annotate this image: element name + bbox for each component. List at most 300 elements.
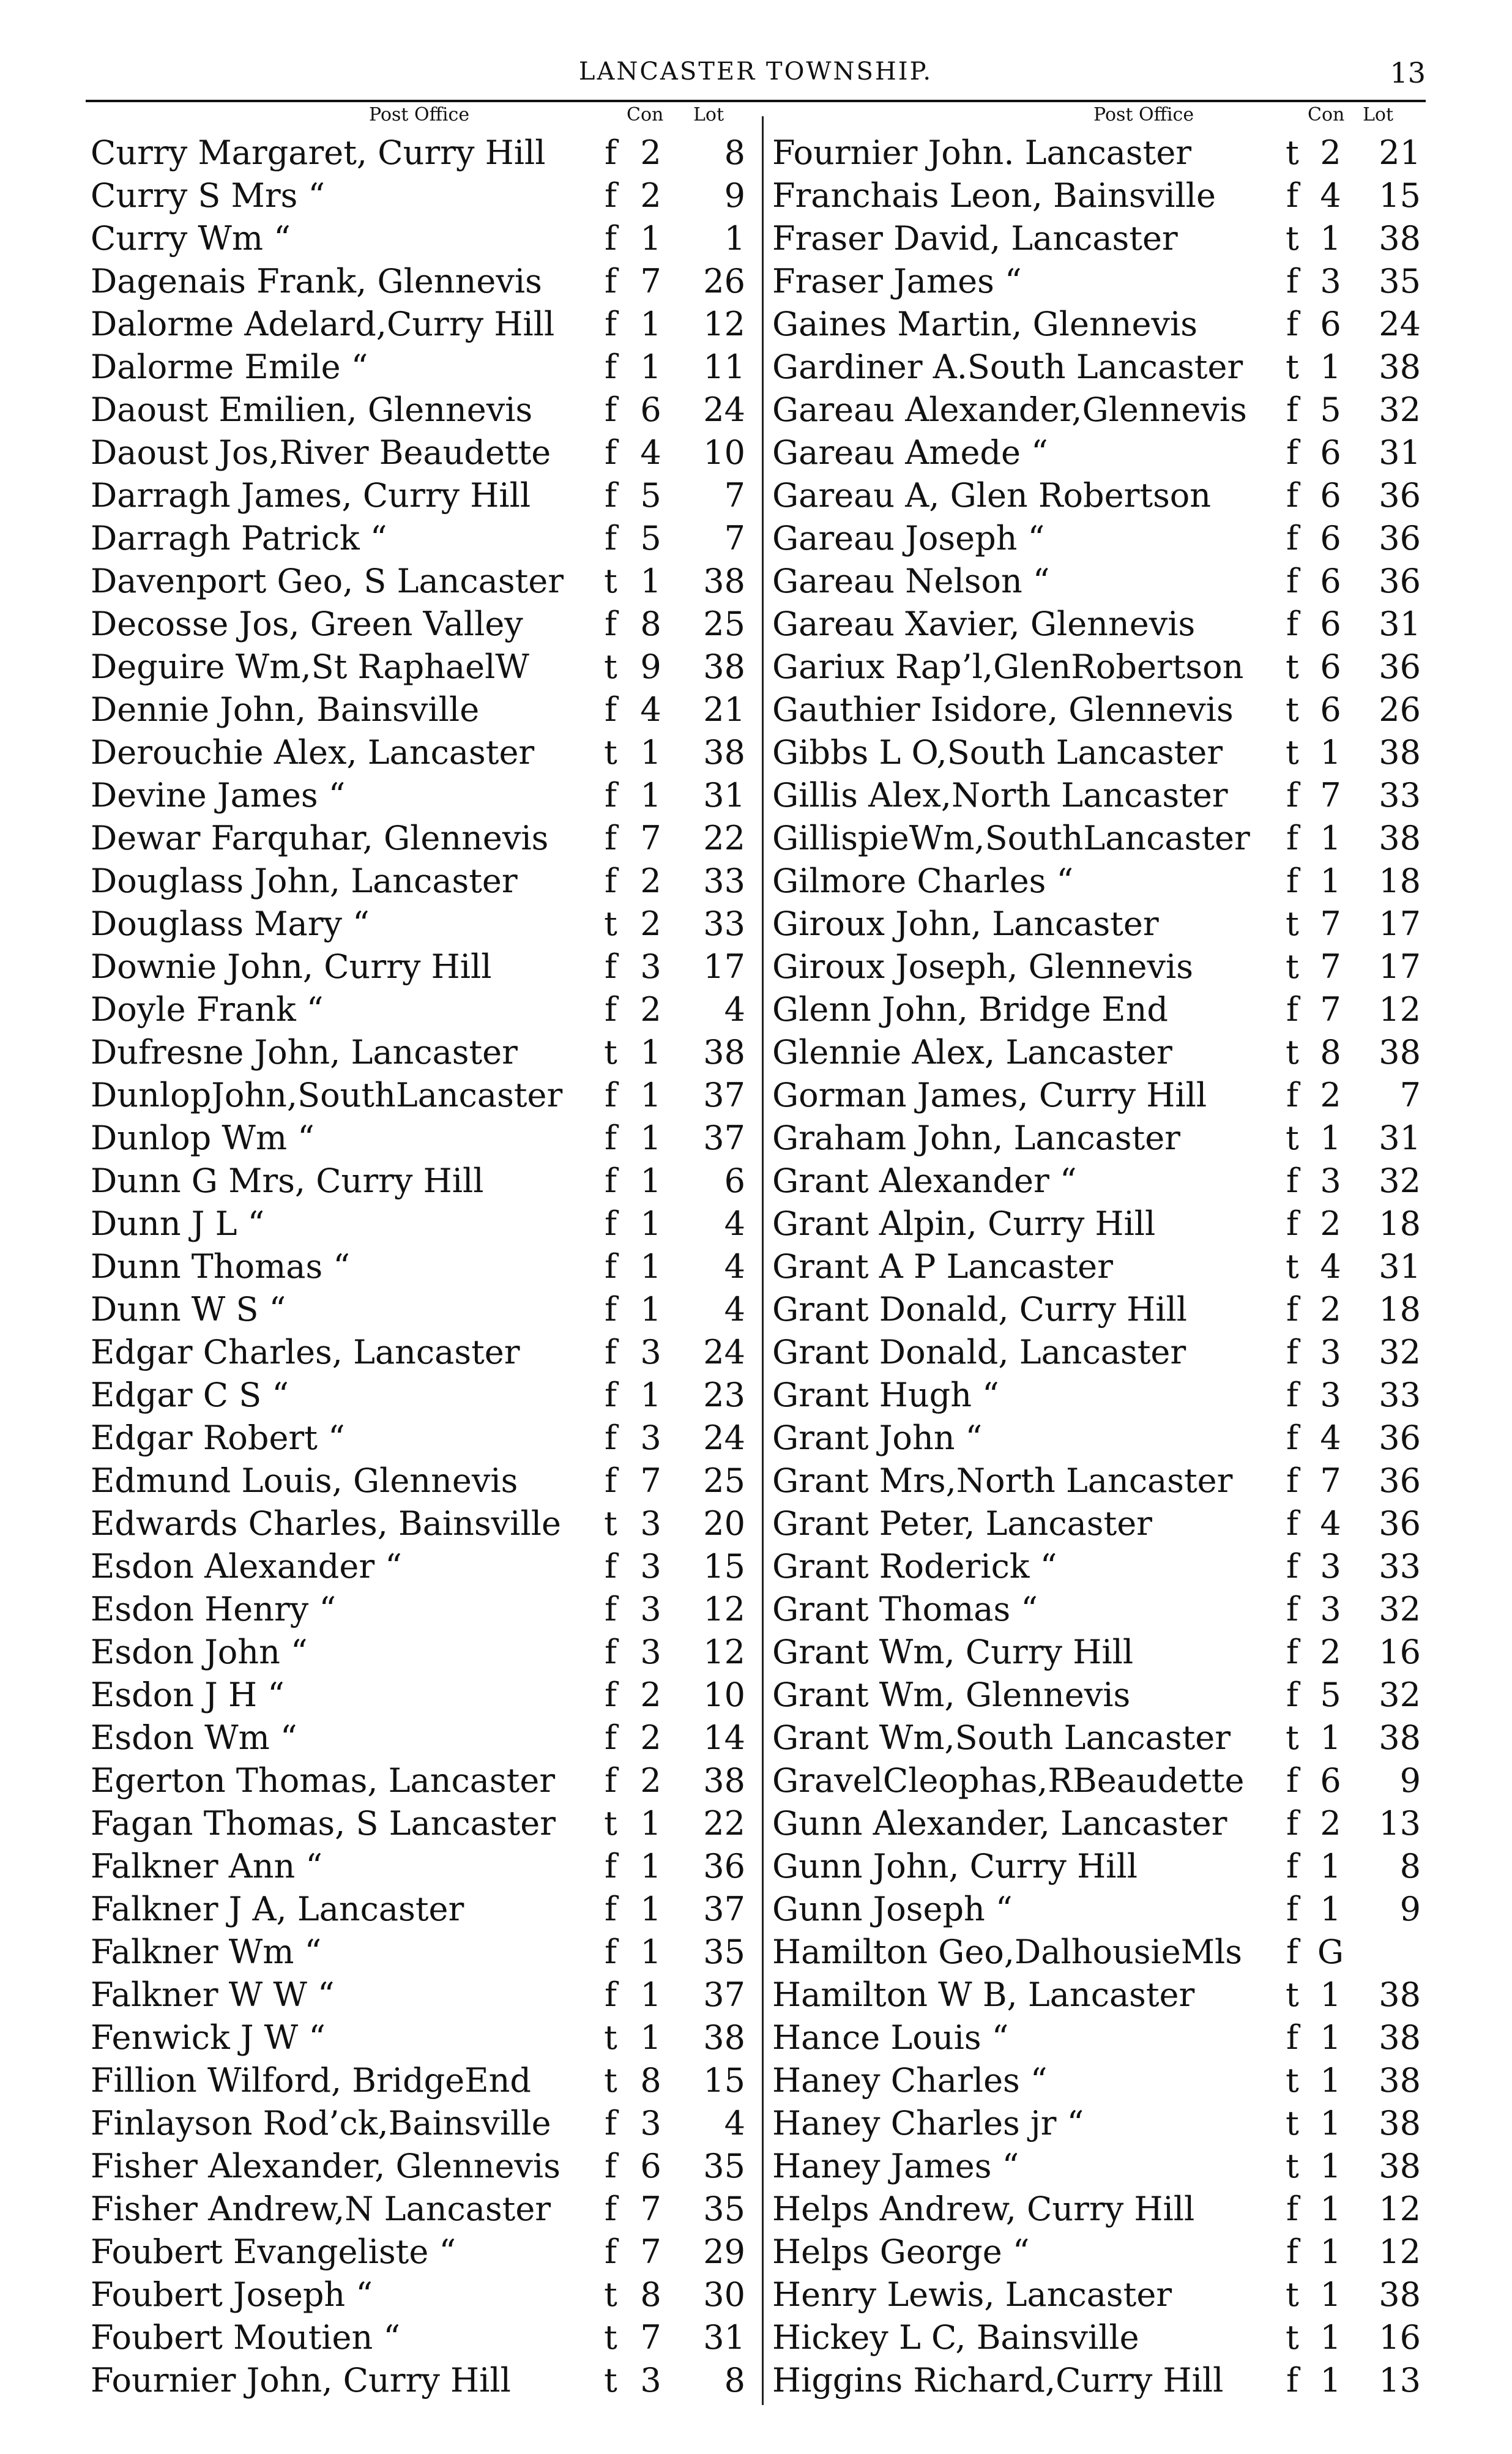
entry-concession: 1	[640, 1804, 661, 1843]
entry-tenure: f	[605, 1547, 617, 1586]
entry-lot: 7	[724, 476, 745, 515]
entry-tenure: t	[604, 1033, 617, 1072]
entry-tenure: f	[1286, 1076, 1298, 1114]
directory-entry	[91, 215, 758, 258]
entry-lot: 38	[1379, 2147, 1421, 2185]
directory-entry	[772, 1972, 1434, 2015]
directory-entry	[772, 901, 1434, 944]
entry-name: Grant Wm, Curry Hill	[772, 1633, 1134, 1671]
entry-concession: 1	[640, 1247, 661, 1286]
entry-lot: 26	[703, 262, 745, 300]
entry-name: Davenport Geo, S Lancaster	[91, 562, 564, 600]
entry-concession: 1	[640, 2018, 661, 2057]
entry-concession: 1	[640, 1162, 661, 1200]
entry-tenure: f	[605, 305, 617, 343]
entry-lot: 32	[1379, 390, 1421, 429]
entry-name: Helps Andrew, Curry Hill	[772, 2190, 1195, 2228]
entry-lot: 21	[1379, 133, 1421, 172]
entry-tenure: f	[1286, 1590, 1298, 1628]
entry-lot: 31	[703, 2318, 745, 2357]
entry-lot: 4	[724, 2104, 745, 2143]
entry-name: Dennie John, Bainsville	[91, 690, 480, 729]
directory-entry	[772, 1586, 1434, 1629]
entry-concession: 1	[1320, 2318, 1341, 2357]
directory-entry	[772, 301, 1434, 344]
entry-lot: 17	[1379, 947, 1421, 986]
entry-tenure: f	[605, 776, 617, 815]
directory-entry	[772, 1286, 1434, 1329]
directory-entry	[91, 1501, 758, 1543]
entry-tenure: f	[605, 862, 617, 900]
entry-tenure: f	[1286, 1847, 1298, 1885]
entry-concession: 2	[1320, 1633, 1341, 1671]
entry-name: Gilmore Charles “	[772, 862, 1074, 900]
entry-name: Egerton Thomas, Lancaster	[91, 1761, 556, 1800]
entry-lot: 12	[1379, 2190, 1421, 2228]
header-rule	[86, 100, 1426, 102]
entry-lot: 26	[1379, 690, 1421, 729]
entry-name: Edgar Charles, Lancaster	[91, 1333, 520, 1371]
entry-tenure: f	[1286, 1761, 1298, 1800]
entry-name: Gareau Amede “	[772, 433, 1048, 472]
entry-lot: 38	[703, 1761, 745, 1800]
entry-name: Helps George “	[772, 2232, 1030, 2271]
entry-lot: 36	[1379, 476, 1421, 515]
entry-tenure: t	[1286, 1119, 1299, 1157]
directory-entry	[772, 1458, 1434, 1501]
entry-tenure: t	[1286, 647, 1299, 686]
entry-concession: 8	[1320, 1033, 1341, 1072]
entry-lot: 12	[703, 305, 745, 343]
entry-name: Darragh James, Curry Hill	[91, 476, 531, 515]
entry-name: Foubert Evangeliste “	[91, 2232, 456, 2271]
entry-lot: 33	[1379, 1547, 1421, 1586]
lot-heading: Lot	[1363, 104, 1394, 125]
directory-entry	[91, 772, 758, 815]
entry-concession: 1	[640, 1290, 661, 1329]
entry-lot: 15	[1379, 176, 1421, 215]
entry-concession: 1	[1320, 1718, 1341, 1757]
directory-entry	[772, 858, 1434, 901]
entry-lot: 6	[724, 1162, 745, 1200]
entry-tenure: f	[1286, 1547, 1298, 1586]
entry-concession: 2	[1320, 1204, 1341, 1243]
directory-entry	[91, 1244, 758, 1286]
directory-entry	[91, 558, 758, 601]
entry-tenure: t	[604, 2061, 617, 2100]
entry-tenure: f	[605, 690, 617, 729]
entry-tenure: f	[605, 1419, 617, 1457]
entry-concession: 1	[640, 348, 661, 386]
entry-concession: 4	[640, 690, 661, 729]
entry-name: Foubert Joseph “	[91, 2275, 373, 2314]
entry-lot: 9	[1399, 1761, 1421, 1800]
directory-entry	[91, 1972, 758, 2015]
directory-entry	[91, 944, 758, 986]
entry-concession: 6	[640, 2147, 661, 2185]
entry-name: Gauthier Isidore, Glennevis	[772, 690, 1234, 729]
entry-name: Hamilton Geo,DalhousieMls	[772, 1933, 1242, 1971]
entry-tenure: f	[1286, 1676, 1298, 1714]
entry-concession: 3	[1320, 1547, 1341, 1586]
entry-tenure: f	[605, 219, 617, 258]
entry-lot: 38	[1379, 819, 1421, 857]
entry-lot: 31	[703, 776, 745, 815]
entry-name: Gunn Joseph “	[772, 1890, 1013, 1928]
entry-lot: 24	[1379, 305, 1421, 343]
entry-lot: 33	[1379, 776, 1421, 815]
entry-lot: 17	[703, 947, 745, 986]
entry-tenure: f	[1286, 1290, 1298, 1329]
entry-concession: 3	[1320, 1333, 1341, 1371]
entry-name: Falkner Wm “	[91, 1933, 322, 1971]
entry-concession: 3	[1320, 1376, 1341, 1414]
post-office-heading: Post Office	[369, 104, 470, 125]
entry-lot: 12	[1379, 2232, 1421, 2271]
entry-concession: 1	[640, 1847, 661, 1885]
entry-concession: 1	[1320, 1975, 1341, 2014]
entry-name: Grant Peter, Lancaster	[772, 1504, 1152, 1543]
entry-tenure: f	[605, 605, 617, 643]
entry-name: Gareau Xavier, Glennevis	[772, 605, 1196, 643]
entry-lot: 15	[703, 1547, 745, 1586]
entry-name: Gareau Nelson “	[772, 562, 1050, 600]
entry-concession: 6	[1320, 562, 1341, 600]
directory-entry	[772, 1672, 1434, 1715]
entry-tenure: f	[605, 1247, 617, 1286]
entry-lot: 7	[724, 519, 745, 558]
entry-name: Dunlop Wm “	[91, 1119, 315, 1157]
entry-concession: 1	[640, 1975, 661, 2014]
entry-concession: 1	[640, 1933, 661, 1971]
entry-concession: 7	[1320, 990, 1341, 1029]
entry-name: Haney James “	[772, 2147, 1019, 2185]
entry-name: Franchais Leon, Bainsville	[772, 176, 1216, 215]
entry-tenure: f	[605, 1718, 617, 1757]
entry-tenure: f	[605, 1376, 617, 1414]
entry-tenure: f	[605, 1761, 617, 1800]
entry-concession: 7	[1320, 776, 1341, 815]
entry-lot: 24	[703, 390, 745, 429]
entry-tenure: f	[1286, 1804, 1298, 1843]
directory-entry	[91, 387, 758, 430]
directory-entry	[772, 430, 1434, 472]
entry-tenure: t	[1286, 690, 1299, 729]
entry-tenure: f	[1286, 2232, 1298, 2271]
directory-entry	[772, 1072, 1434, 1115]
directory-entry	[772, 1501, 1434, 1543]
entry-name: Grant Hugh “	[772, 1376, 999, 1414]
entry-tenure: f	[605, 390, 617, 429]
entry-lot: 24	[703, 1419, 745, 1457]
entry-tenure: f	[1286, 519, 1298, 558]
entry-name: Finlayson Rod’ck,Bainsville	[91, 2104, 551, 2143]
entry-name: Edgar C S “	[91, 1376, 289, 1414]
entry-name: Dufresne John, Lancaster	[91, 1033, 518, 1072]
entry-name: Dunn J L “	[91, 1204, 265, 1243]
directory-entry	[772, 130, 1434, 173]
entry-lot: 36	[1379, 519, 1421, 558]
directory-entry	[772, 2186, 1434, 2229]
entry-tenure: f	[605, 1461, 617, 1500]
entry-tenure: f	[1286, 1333, 1298, 1371]
entry-lot: 10	[703, 1676, 745, 1714]
entry-name: Grant John “	[772, 1419, 983, 1457]
entry-tenure: f	[1286, 776, 1298, 815]
entry-concession: 2	[1320, 1804, 1341, 1843]
entry-name: Giroux Joseph, Glennevis	[772, 947, 1193, 986]
entry-concession: 3	[640, 1504, 661, 1543]
directory-entry	[772, 2015, 1434, 2057]
entry-tenure: f	[605, 176, 617, 215]
entry-name: Grant A P Lancaster	[772, 1247, 1113, 1286]
directory-entry	[772, 173, 1434, 215]
entry-name: Falkner J A, Lancaster	[91, 1890, 464, 1928]
entry-concession: 5	[1320, 1676, 1341, 1714]
entry-name: Haney Charles jr “	[772, 2104, 1084, 2143]
entry-name: DunlopJohn,SouthLancaster	[91, 1076, 563, 1114]
entry-tenure: f	[1286, 1419, 1298, 1457]
entry-name: Graham John, Lancaster	[772, 1119, 1180, 1157]
entry-tenure: t	[1286, 1718, 1299, 1757]
page-title: LANCASTER TOWNSHIP.	[578, 58, 933, 86]
directory-entry	[772, 258, 1434, 301]
entry-lot: 35	[703, 2190, 745, 2228]
directory-entry	[91, 2357, 758, 2400]
entry-lot: 18	[1379, 862, 1421, 900]
entry-name: Higgins Richard,Curry Hill	[772, 2361, 1224, 2400]
entry-name: Grant Thomas “	[772, 1590, 1038, 1628]
entry-lot: 24	[703, 1333, 745, 1371]
entry-tenure: f	[605, 133, 617, 172]
entry-lot: 36	[703, 1847, 745, 1885]
entry-tenure: f	[605, 1633, 617, 1671]
entry-tenure: t	[1286, 1247, 1299, 1286]
entry-lot: 11	[703, 348, 745, 386]
directory-entry	[91, 2272, 758, 2314]
entry-tenure: f	[1286, 476, 1298, 515]
entry-lot: 37	[703, 1975, 745, 2014]
entry-concession: 1	[640, 1119, 661, 1157]
entry-lot: 7	[1399, 1076, 1421, 1114]
entry-name: Devine James “	[91, 776, 346, 815]
entry-name: Falkner W W “	[91, 1975, 335, 2014]
entry-name: Dagenais Frank, Glennevis	[91, 262, 542, 300]
entry-tenure: f	[605, 1290, 617, 1329]
entry-tenure: t	[1286, 2147, 1299, 2185]
entry-lot: 25	[703, 1461, 745, 1500]
directory-entry	[772, 986, 1434, 1029]
directory-entry	[91, 1586, 758, 1629]
left-column	[91, 103, 758, 2400]
entry-concession: 4	[640, 433, 661, 472]
entry-concession: 2	[640, 133, 661, 172]
entry-lot: 31	[1379, 433, 1421, 472]
entry-tenure: f	[605, 476, 617, 515]
entry-concession: 3	[1320, 262, 1341, 300]
entry-lot: 38	[1379, 733, 1421, 772]
entry-concession: 1	[1320, 2104, 1341, 2143]
directory-entry	[772, 558, 1434, 601]
entry-tenure: f	[1286, 433, 1298, 472]
directory-entry	[772, 815, 1434, 858]
entry-concession: 2	[1320, 133, 1341, 172]
entry-concession: 5	[640, 519, 661, 558]
entry-tenure: t	[1286, 219, 1299, 258]
entry-name: Grant Donald, Curry Hill	[772, 1290, 1188, 1329]
entry-tenure: t	[1286, 133, 1299, 172]
entry-tenure: f	[605, 519, 617, 558]
directory-entry	[772, 729, 1434, 772]
entry-tenure: f	[1286, 605, 1298, 643]
directory-entry	[772, 2057, 1434, 2100]
directory-entry	[91, 1115, 758, 1158]
directory-entry	[91, 1029, 758, 1072]
entry-tenure: t	[1286, 2104, 1299, 2143]
entry-concession: 1	[1320, 2232, 1341, 2271]
entry-concession: 1	[640, 1376, 661, 1414]
directory-entry	[91, 1415, 758, 1458]
entry-concession: 1	[1320, 2018, 1341, 2057]
entry-concession: 4	[1320, 1504, 1341, 1543]
entry-tenure: f	[605, 1933, 617, 1971]
entry-tenure: f	[1286, 1890, 1298, 1928]
entry-name: Dalorme Emile “	[91, 348, 368, 386]
entry-lot: 38	[703, 562, 745, 600]
entry-tenure: f	[605, 1076, 617, 1114]
entry-name: Dunn Thomas “	[91, 1247, 350, 1286]
entry-concession: 3	[640, 2104, 661, 2143]
entry-name: Daoust Jos,River Beaudette	[91, 433, 551, 472]
entry-concession: 4	[1320, 1247, 1341, 1286]
directory-entry	[91, 2057, 758, 2100]
entry-concession: 7	[1320, 1461, 1341, 1500]
entry-lot: 38	[1379, 2061, 1421, 2100]
entry-concession: 7	[640, 1461, 661, 1500]
entry-concession: 9	[640, 647, 661, 686]
con-heading: Con	[627, 104, 664, 125]
entry-lot: 18	[1379, 1204, 1421, 1243]
entry-lot: 36	[1379, 562, 1421, 600]
entry-tenure: t	[604, 2018, 617, 2057]
directory-entry	[772, 1715, 1434, 1758]
directory-entry	[91, 1458, 758, 1501]
entry-tenure: f	[1286, 819, 1298, 857]
entry-lot: 16	[1379, 1633, 1421, 1671]
entry-name: Gareau A, Glen Robertson	[772, 476, 1212, 515]
entry-lot: 38	[1379, 1718, 1421, 1757]
directory-entry	[772, 1758, 1434, 1800]
directory-entry	[91, 130, 758, 173]
entry-lot: 32	[1379, 1590, 1421, 1628]
entry-name: Fillion Wilford, BridgeEnd	[91, 2061, 531, 2100]
directory-entry	[91, 1715, 758, 1758]
directory-entry	[772, 1415, 1434, 1458]
directory-entry	[91, 1929, 758, 1972]
directory-entry	[772, 1201, 1434, 1244]
entry-concession: 3	[640, 1633, 661, 1671]
entry-lot: 38	[1379, 2275, 1421, 2314]
directory-entry	[91, 601, 758, 644]
entry-lot: 9	[724, 176, 745, 215]
entry-tenure: t	[1286, 1975, 1299, 2014]
entry-lot: 22	[703, 1804, 745, 1843]
entry-name: Gunn John, Curry Hill	[772, 1847, 1138, 1885]
entry-tenure: f	[605, 1119, 617, 1157]
entry-name: Daoust Emilien, Glennevis	[91, 390, 533, 429]
directory-entry	[91, 1543, 758, 1586]
entry-concession: 1	[1320, 733, 1341, 772]
entry-tenure: f	[1286, 390, 1298, 429]
entry-tenure: f	[1286, 305, 1298, 343]
entry-tenure: f	[605, 1333, 617, 1371]
entry-concession: 6	[1320, 647, 1341, 686]
entry-name: Esdon John “	[91, 1633, 308, 1671]
directory-entry	[91, 2314, 758, 2357]
directory-entry	[772, 644, 1434, 687]
entry-concession: 1	[1320, 2190, 1341, 2228]
entry-concession: 2	[640, 176, 661, 215]
entry-name: Esdon Henry “	[91, 1590, 337, 1628]
entry-name: Douglass Mary “	[91, 904, 370, 943]
entry-concession: 5	[640, 476, 661, 515]
entry-tenure: t	[604, 562, 617, 600]
entry-lot: 31	[1379, 1247, 1421, 1286]
entry-tenure: f	[1286, 262, 1298, 300]
entry-lot: 32	[1379, 1333, 1421, 1371]
entry-lot: 12	[703, 1633, 745, 1671]
directory-entry	[772, 601, 1434, 644]
entry-concession: 1	[1320, 348, 1341, 386]
entry-tenure: f	[605, 2104, 617, 2143]
entry-name: Darragh Patrick “	[91, 519, 387, 558]
entry-concession: 7	[640, 2318, 661, 2357]
left-entries	[91, 130, 758, 2400]
entry-lot: 31	[1379, 605, 1421, 643]
entry-name: Hickey L C, Bainsville	[772, 2318, 1139, 2357]
entry-lot: 16	[1379, 2318, 1421, 2357]
entry-concession: G	[1317, 1933, 1344, 1971]
entry-lot: 13	[1379, 2361, 1421, 2400]
entry-name: Fournier John. Lancaster	[772, 133, 1192, 172]
directory-entry	[772, 1886, 1434, 1929]
directory-entry	[91, 1758, 758, 1800]
entry-lot: 4	[724, 1290, 745, 1329]
entry-name: Douglass John, Lancaster	[91, 862, 518, 900]
directory-entry	[91, 472, 758, 515]
entry-lot: 35	[703, 2147, 745, 2185]
directory-entry	[91, 430, 758, 472]
entry-lot: 4	[724, 1204, 745, 1243]
entry-concession: 1	[640, 1890, 661, 1928]
directory-entry	[772, 2143, 1434, 2186]
entry-name: Grant Wm,South Lancaster	[772, 1718, 1231, 1757]
entry-name: Foubert Moutien “	[91, 2318, 401, 2357]
directory-entry	[91, 1201, 758, 1244]
entry-concession: 1	[1320, 2061, 1341, 2100]
entry-lot: 23	[703, 1376, 745, 1414]
entry-tenure: t	[604, 2275, 617, 2314]
entry-concession: 7	[640, 2190, 661, 2228]
entry-name: Gareau Joseph “	[772, 519, 1045, 558]
entry-tenure: f	[1286, 1162, 1298, 1200]
entry-name: Grant Alpin, Curry Hill	[772, 1204, 1156, 1243]
directory-entry	[772, 215, 1434, 258]
left-column-header	[91, 103, 758, 130]
entry-name: Gareau Alexander,Glennevis	[772, 390, 1247, 429]
entry-name: Curry Wm “	[91, 219, 291, 258]
entry-concession: 1	[1320, 1847, 1341, 1885]
